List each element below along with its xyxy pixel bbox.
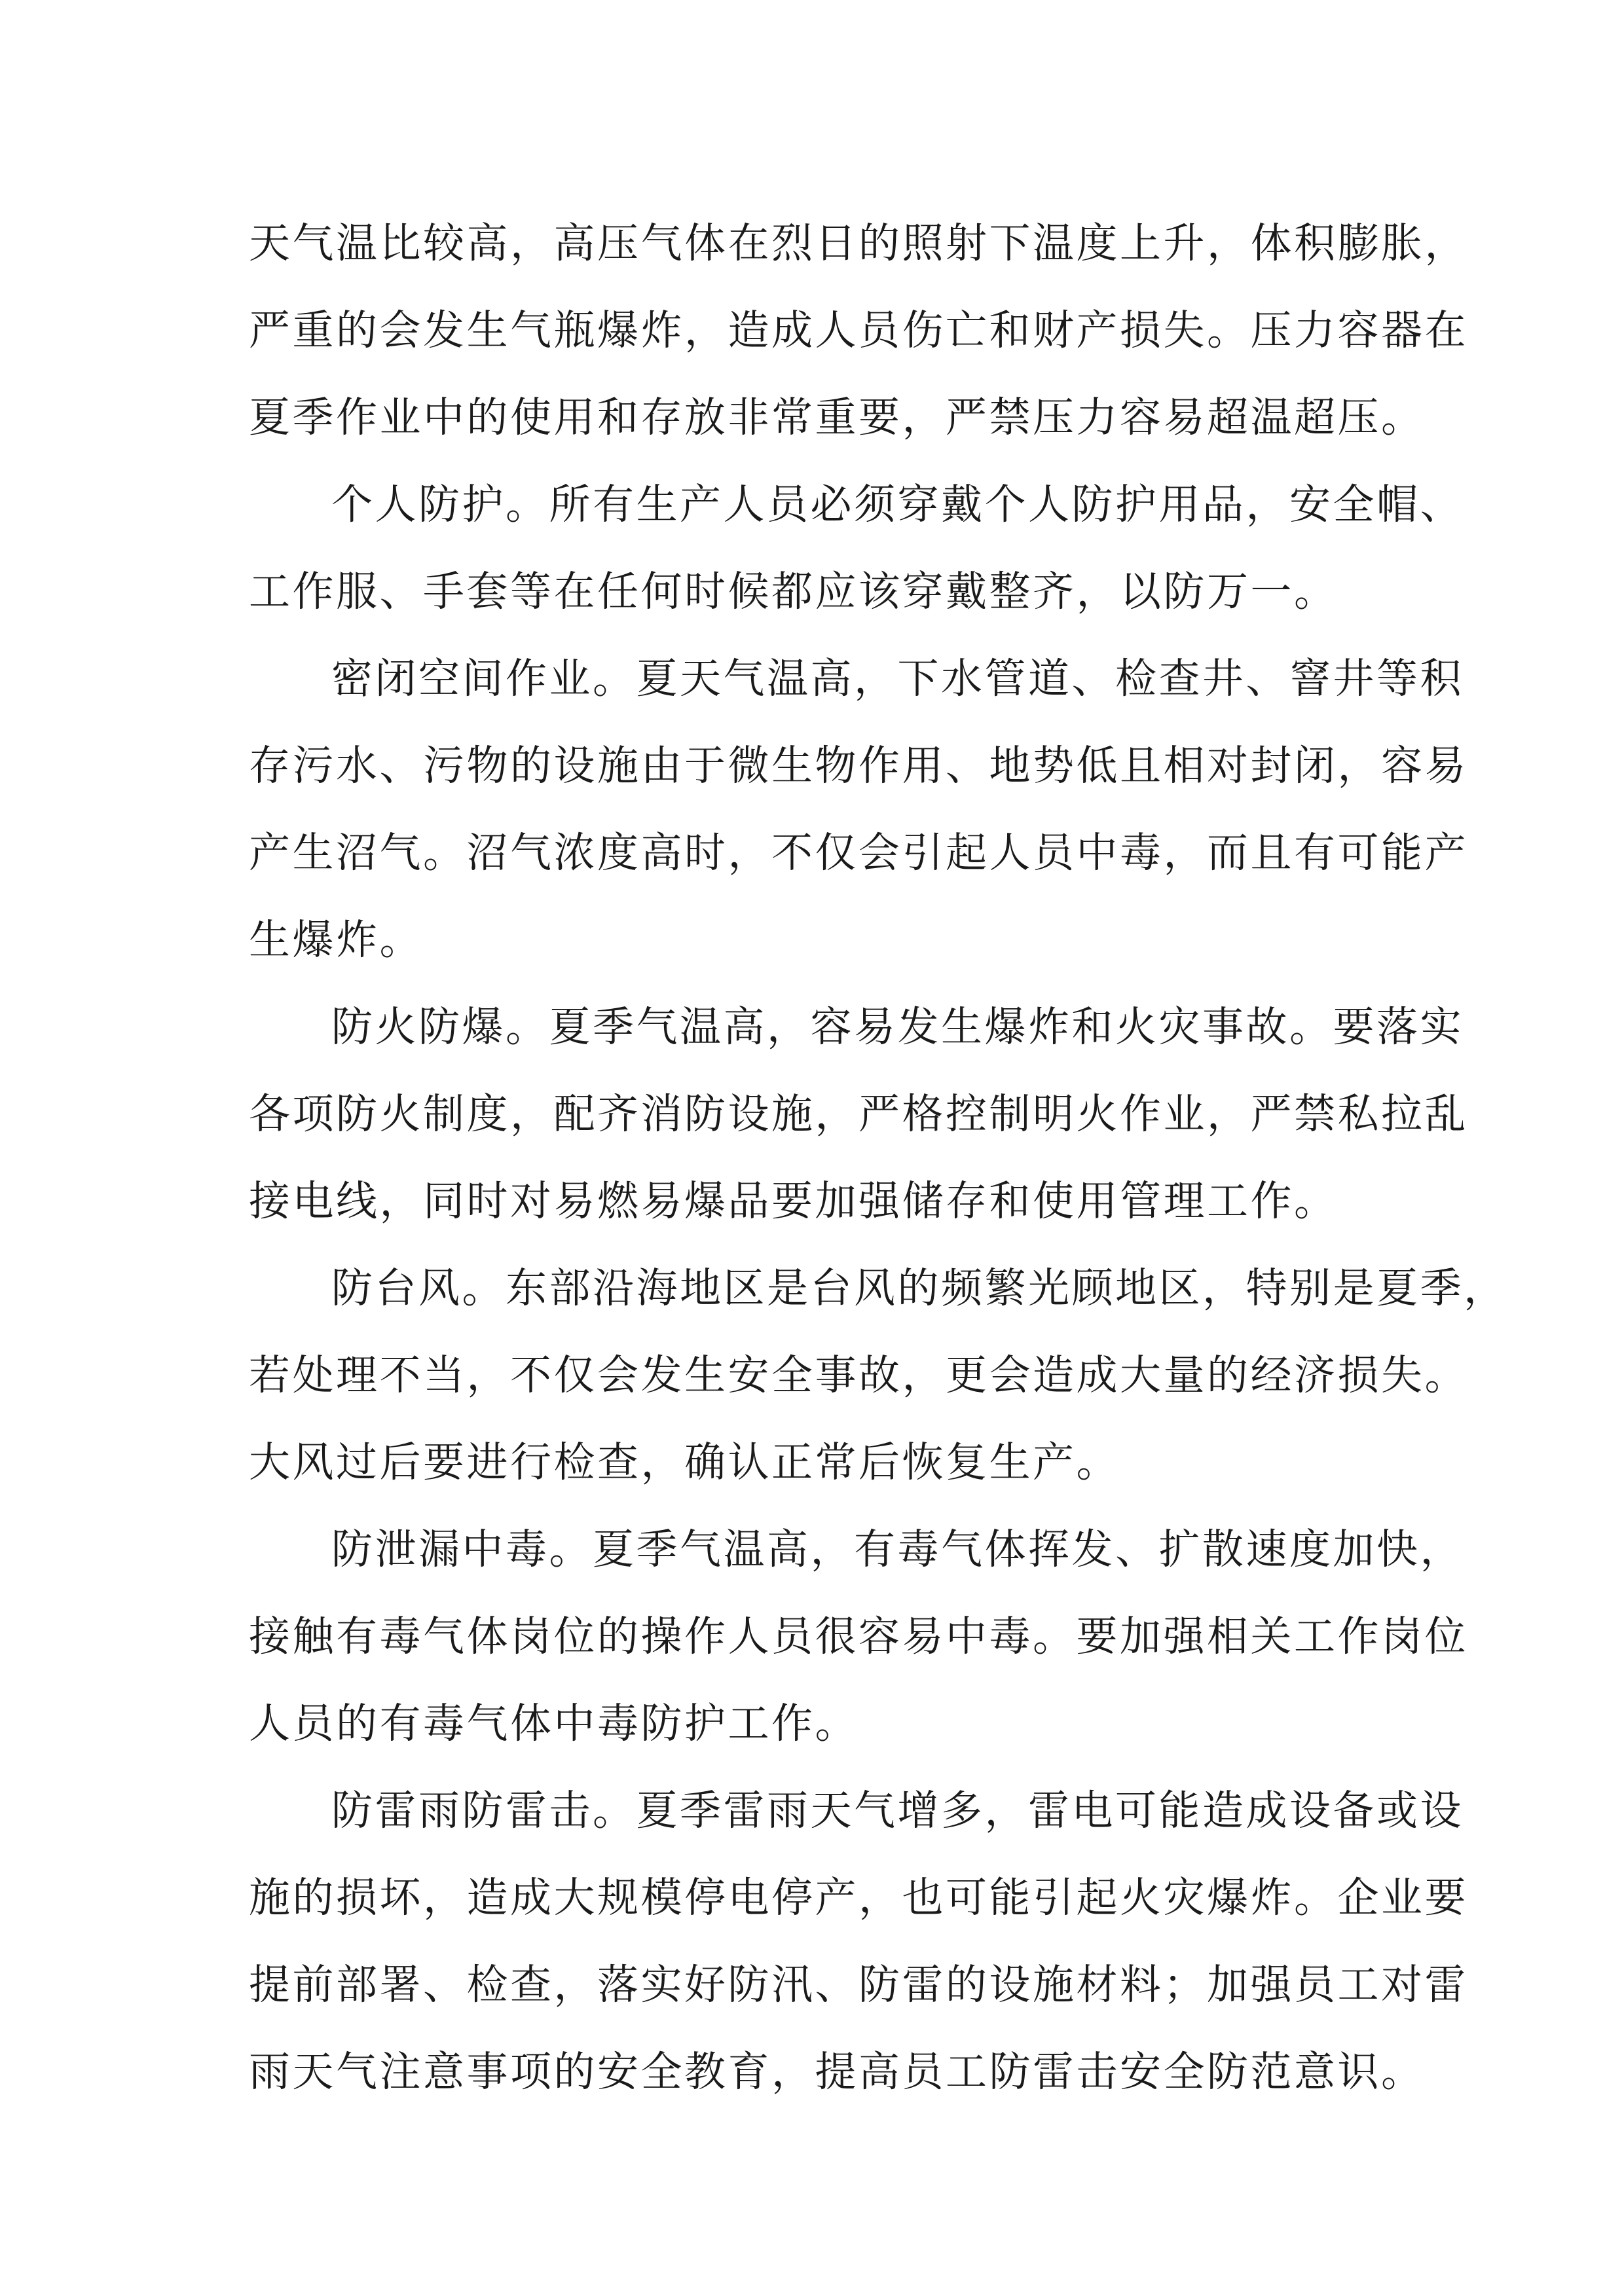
paragraph-typhoon-line-3: 大风过后要进行检查，确认正常后恢复生产。	[249, 1438, 1120, 1486]
paragraph-personal-protection-line-1: 个人防护。所有生产人员必须穿戴个人防护用品，安全帽、	[331, 481, 1464, 528]
paragraph-lightning-line-3: 提前部署、检查，落实好防汛、防雷的设施材料；加强员工对雷	[249, 1961, 1468, 2009]
paragraph-fire-prevention-line-3: 接电线，同时对易燃易爆品要加强储存和使用管理工作。	[249, 1177, 1338, 1225]
paragraph-typhoon-line-2: 若处理不当，不仅会发生安全事故，更会造成大量的经济损失。	[249, 1351, 1468, 1399]
paragraph-1-line-3: 夏季作业中的使用和存放非常重要，严禁压力容易超温超压。	[249, 393, 1425, 441]
paragraph-confined-space-line-4: 生爆炸。	[249, 916, 423, 964]
paragraph-leak-poisoning-line-1: 防泄漏中毒。夏季气温高，有毒气体挥发、扩散速度加快，	[331, 1525, 1464, 1573]
paragraph-1-line-1: 天气温比较高，高压气体在烈日的照射下温度上升，体积膨胀，	[249, 219, 1468, 267]
paragraph-lightning-line-2: 施的损坏，造成大规模停电停产，也可能引起火灾爆炸。企业要	[249, 1874, 1468, 1922]
paragraph-typhoon-line-1: 防台风。东部沿海地区是台风的频繁光顾地区，特别是夏季，	[331, 1264, 1507, 1312]
paragraph-confined-space-line-3: 产生沼气。沼气浓度高时，不仅会引起人员中毒，而且有可能产	[249, 829, 1468, 877]
paragraph-leak-poisoning-line-2: 接触有毒气体岗位的操作人员很容易中毒。要加强相关工作岗位	[249, 1613, 1468, 1660]
document-body	[249, 200, 1507, 2115]
paragraph-personal-protection-line-2: 工作服、手套等在任何时候都应该穿戴整齐，以防万一。	[249, 568, 1338, 615]
paragraph-lightning-line-1: 防雷雨防雷击。夏季雷雨天气增多，雷电可能造成设备或设	[331, 1787, 1464, 1834]
paragraph-confined-space-line-2: 存污水、污物的设施由于微生物作用、地势低且相对封闭，容易	[249, 742, 1468, 790]
paragraph-confined-space-line-1: 密闭空间作业。夏天气温高，下水管道、检查井、窨井等积	[331, 655, 1464, 702]
paragraph-fire-prevention-line-1: 防火防爆。夏季气温高，容易发生爆炸和火灾事故。要落实	[331, 1003, 1464, 1051]
paragraph-leak-poisoning-line-3: 人员的有毒气体中毒防护工作。	[249, 1700, 858, 1747]
paragraph-1-line-2: 严重的会发生气瓶爆炸，造成人员伤亡和财产损失。压力容器在	[249, 306, 1468, 354]
paragraph-lightning-line-4: 雨天气注意事项的安全教育，提高员工防雷击安全防范意识。	[249, 2048, 1425, 2096]
paragraph-fire-prevention-line-2: 各项防火制度，配齐消防设施，严格控制明火作业，严禁私拉乱	[249, 1090, 1468, 1138]
